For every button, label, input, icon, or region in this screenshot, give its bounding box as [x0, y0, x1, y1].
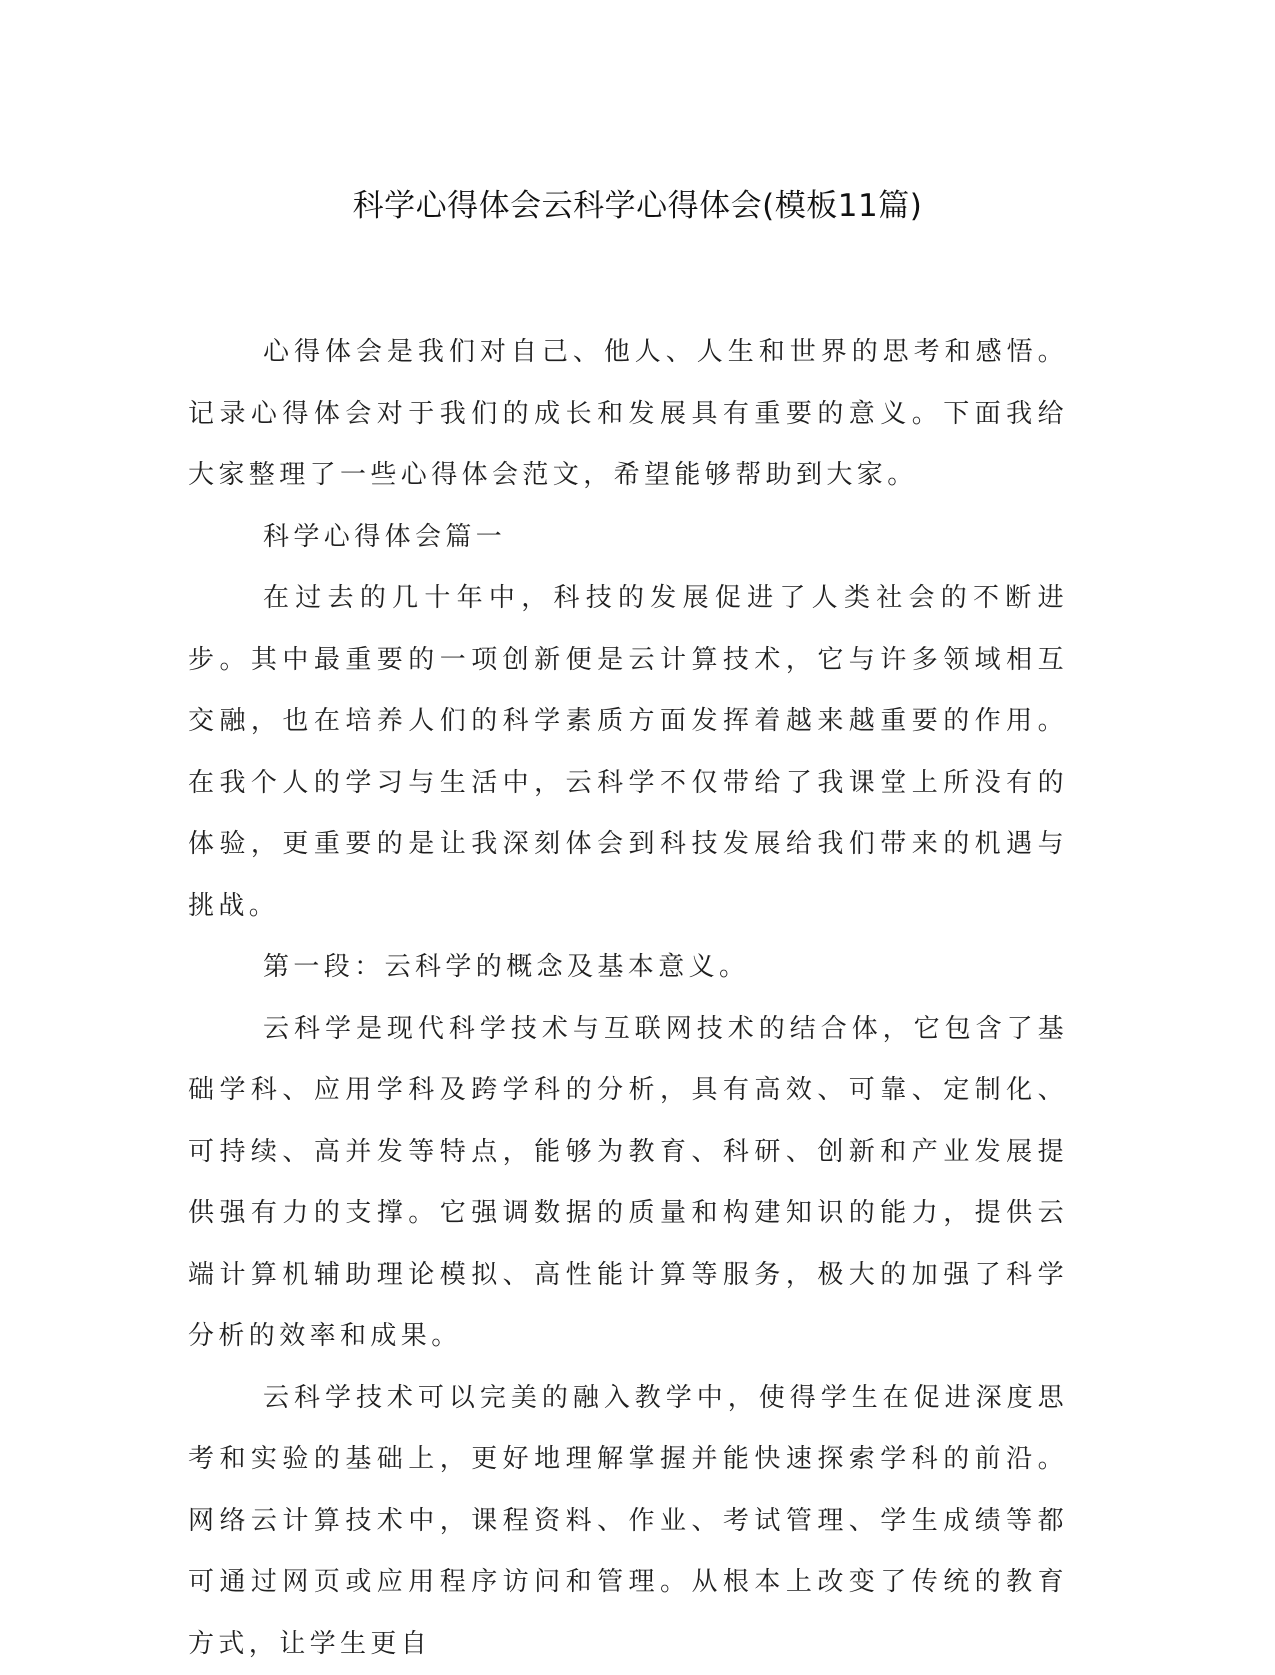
paragraph-cloud-science-teaching: 云科学技术可以完美的融入教学中，使得学生在促进深度思考和实验的基础上，更好地理解掌握并能快速探索学科的前沿。网络云计算技术中，课程资料、作业、考试管理、学生成绩等都可通过网页或应用程序访问和管理。从根本上改变了传统的教育方式，让学生更自	[188, 1368, 1068, 1675]
paragraph-cloud-computing: 在过去的几十年中，科技的发展促进了人类社会的不断进步。其中最重要的一项创新便是云计算技术，它与许多领域相互交融，也在培养人们的科学素质方面发挥着越来越重要的作用。在我个人的学习与生活中，云科学不仅带给了我课堂上所没有的体验，更重要的是让我深刻体会到科技发展给我们带来的机遇与挑战。	[188, 568, 1068, 937]
document-title: 科学心得体会云科学心得体会(模板11篇)	[0, 178, 1275, 234]
paragraph-intro: 心得体会是我们对自己、他人、人生和世界的思考和感悟。记录心得体会对于我们的成长和发展具有重要的意义。下面我给大家整理了一些心得体会范文，希望能够帮助到大家。	[188, 322, 1068, 507]
paragraph-cloud-science-concept: 云科学是现代科学技术与互联网技术的结合体，它包含了基础学科、应用学科及跨学科的分析，具有高效、可靠、定制化、可持续、高并发等特点，能够为教育、科研、创新和产业发展提供强有力的支撑。它强调数据的质量和构建知识的能力，提供云端计算机辅助理论模拟、高性能计算等服务，极大的加强了科学分析的效率和成果。	[188, 999, 1068, 1368]
section-heading-part-one: 科学心得体会篇一	[188, 507, 1068, 569]
document-body	[188, 322, 1068, 1675]
section-heading-first-segment: 第一段：云科学的概念及基本意义。	[188, 937, 1068, 999]
